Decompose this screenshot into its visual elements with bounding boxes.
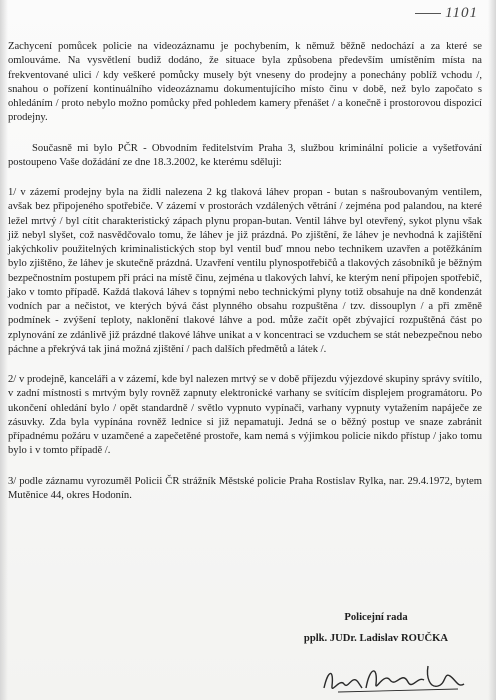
letter-body <box>8 40 482 503</box>
paragraph-item-1: 1/ v zázemí prodejny byla na židli nalezena 2 kg tlaková láhev propan - butan s našroubovaným ventilem, avšak bez připojeného spotřebiče. V zázemí v prostorách vzdálených větrání / zejména pod palandou, na které ležel mrtvý / byl cítit charakteristický zápach plynu propan-butan. Ventil láhve byl otevřený, sykot plynu však již nebyl slyšet, což nasvědčovalo tomu, že láhev je již prázdná. Po zjištění, že láhev je nevhodná k zajištění jakýchkoliv použitelných kriminalistických stop byl ventil buď mnou nebo technikem uzavřen a potěžkáním bylo zjištěno, že láhev je skutečně prázdná. Uzavření ventilu plynospotřebičů a tlakových zásobníků je běžným bezpečnostním postupem při práci na místě činu, zejména u tlakových lahví, ke kterým není připojen spotřebič, jako v tomto případě. Každá tlaková láhev s topnými nebo technickými plyny totiž obsahuje na dně kondenzát vodních par a nečistot, ve kterých bývá část plynného obsahu rozpuštěna / tzv. dissouplyn / a při změně podmínek - zvýšení teploty, naklonění tlakové láhve a pod. může začít opět zbývající rozpuštěná část po zplynování ze zdánlivě již prázdné tlakové láhve unikat a v koncentraci se vzduchem se stát nebezpečnou nebo páchne a překrývá tak jiná možná zjištění / pach dalších předmětů a látek /. <box>8 187 482 355</box>
paragraph-apology: Zachycení pomůcek policie na videozáznamu je pochybením, k němuž běžně nedochází a za které se omlouváme. Na vysvětlení budiž dodáno, že situace byla způsobena především umístěním místa na frekventované ulici / kdy veškeré pomůcky musely být vneseny do prodejny a ponechány poblíž vchodu /, snahou o pořízení kontinuálního videozáznamu dokumentujícího místo činu v době, než bylo započato s ohledáním / proto nebylo možno pomůcky před pohledem kamery přenášet / a konečně i prostorovou dispozicí prodejny. <box>8 41 482 124</box>
paragraph-request: Současně mi bylo PČR - Obvodním ředitelstvím Praha 3, službou kriminální policie a vyšetřování postoupeno Vaše dožádání ze dne 18.3.2002, ke kterému sděluji: <box>8 142 482 168</box>
signature-name: pplk. JUDr. Ladislav ROUČKA <box>303 633 449 644</box>
paragraph-item-2: 2/ v prodejně, kanceláři a v zázemí, kde byl nalezen mrtvý se v době příjezdu výjezdové skupiny správy svítilo, v zadní místnosti s mrtvým byly rovněž zapnuty elektronické varhany se svítícím displejem programátoru. Po ukončení ohledání bylo / opět standardně / světlo vypnuto vypínači, varhany vypnuty vytažením napáječe ze zásuvky. Zda byla vypínána rovněž lednice si již nepamatuji. Jedná se o běžný postup ve snaze zabránit případnému požáru v uzamčené a zapečetěné prostoře, kam nemá s výjimkou policie nikdo přístup / jako tomu bylo i v tomto případě /. <box>8 374 482 457</box>
page-edge-right <box>488 0 496 700</box>
signature-block <box>281 611 471 647</box>
paragraph-gap <box>8 357 482 373</box>
paragraph-gap <box>8 170 482 186</box>
paragraph-item-3: 3/ podle záznamu vyrozuměl Policii ČR strážník Městské policie Praha Rostislav Rylka, nar. 29.4.1972, bytem Mutěnice 44, okres Hodonín. <box>8 475 482 501</box>
handwritten-signature <box>318 658 468 698</box>
page-marker: 1101 <box>415 5 478 22</box>
paragraph-gap <box>8 459 482 475</box>
page-edge-left <box>0 0 8 700</box>
signature-department: Policejní rada <box>344 612 408 623</box>
paragraph-gap <box>8 126 482 142</box>
